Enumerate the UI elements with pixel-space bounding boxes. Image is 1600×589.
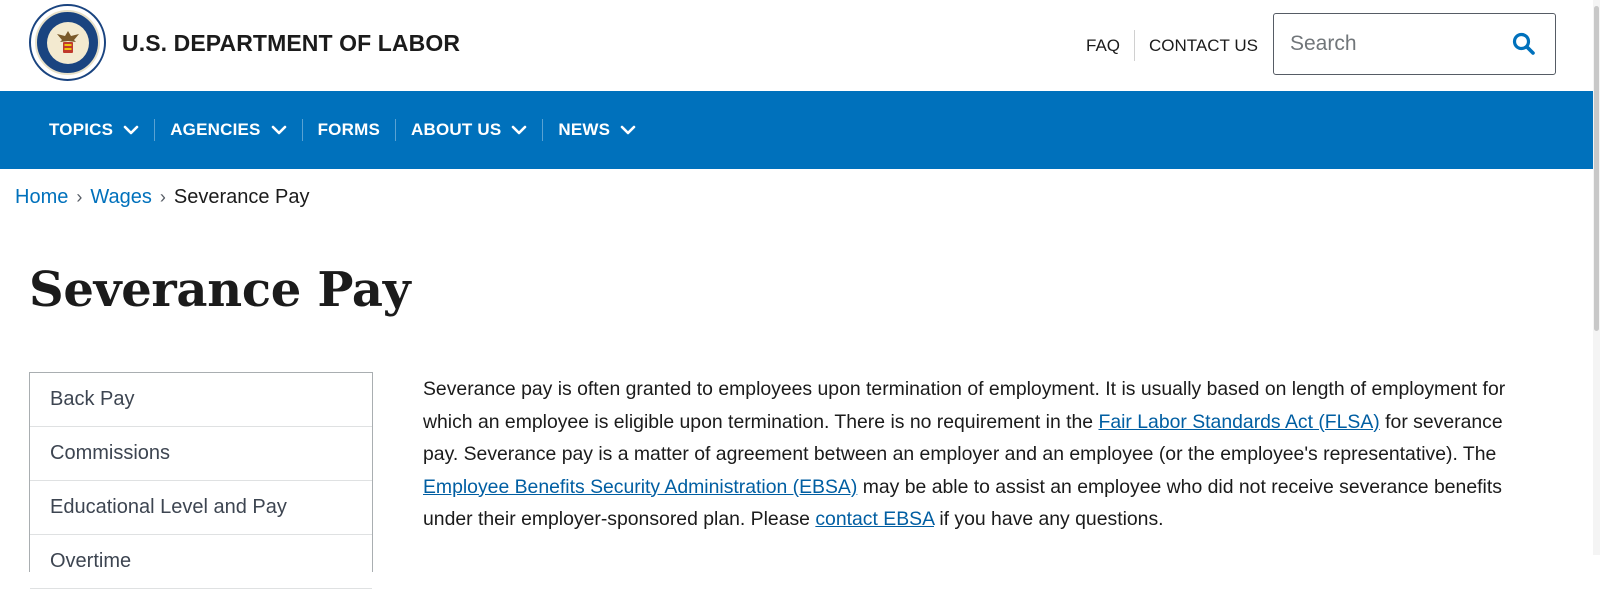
dol-seal-icon[interactable] xyxy=(29,4,106,81)
breadcrumb-separator: › xyxy=(76,187,83,207)
page-scrollbar[interactable] xyxy=(1593,0,1600,555)
nav-topics-label: TOPICS xyxy=(49,120,114,139)
text-segment: Severance pay is often granted to employees upon termination of employment. It is usually based on length of employment for which an employee is eligible upon termination. There is no requirement in the xyxy=(423,378,1506,433)
nav-about-us-label: ABOUT US xyxy=(410,120,502,139)
sidebar-item-commissions[interactable]: Commissions xyxy=(30,427,372,481)
contact-ebsa-link[interactable]: contact EBSA xyxy=(815,508,934,530)
nav-about-us[interactable] xyxy=(396,91,542,169)
text-segment: if you have any questions. xyxy=(933,508,1164,530)
site-header xyxy=(0,0,1593,91)
page-title: Severance Pay xyxy=(29,262,411,318)
text-segment: for severance pay. Severance pay is a matter of agreement between an employer and an employee (or the employee's representative). The xyxy=(423,410,1503,465)
flsa-link[interactable]: Fair Labor Standards Act (FLSA) xyxy=(1098,410,1380,433)
seal-center xyxy=(47,22,89,64)
search-box xyxy=(1273,13,1556,75)
eagle-icon xyxy=(52,27,84,59)
sidebar-item-back-pay[interactable]: Back Pay xyxy=(30,373,372,427)
breadcrumb-wages[interactable]: Wages xyxy=(90,186,152,208)
breadcrumb-home[interactable]: Home xyxy=(15,186,69,208)
nav-news-label: NEWS xyxy=(558,120,611,139)
ebsa-link[interactable]: Employee Benefits Security Administration (EBSA) xyxy=(423,475,858,498)
sidebar-item-educational-level[interactable]: Educational Level and Pay xyxy=(30,481,372,535)
breadcrumb-separator: › xyxy=(159,187,166,207)
chevron-down-icon xyxy=(620,125,636,135)
utility-links xyxy=(1070,30,1272,61)
chevron-down-icon xyxy=(123,125,139,135)
text-segment: may be able to assist an employee who did not receive severance benefits under their employer-sponsored plan. Please xyxy=(423,475,1502,530)
nav-topics[interactable] xyxy=(34,91,154,169)
agency-name[interactable]: U.S. DEPARTMENT OF LABOR xyxy=(122,30,461,56)
scrollbar-thumb[interactable] xyxy=(1594,6,1599,331)
nav-forms-label: FORMS xyxy=(317,120,380,139)
chevron-down-icon xyxy=(511,125,527,135)
main-nav xyxy=(0,91,1593,169)
nav-agencies-label: AGENCIES xyxy=(170,120,261,139)
nav-agencies[interactable] xyxy=(155,91,301,169)
intro-paragraph xyxy=(423,373,1543,536)
search-input[interactable] xyxy=(1274,31,1494,57)
breadcrumb xyxy=(15,186,310,209)
nav-forms[interactable] xyxy=(303,91,395,169)
search-icon[interactable] xyxy=(1511,31,1537,57)
nav-news[interactable] xyxy=(543,91,651,169)
contact-us-link[interactable]: CONTACT US xyxy=(1149,35,1258,55)
seal-ring xyxy=(35,10,100,75)
side-navigation xyxy=(29,372,373,572)
sidebar-item-overtime[interactable]: Overtime xyxy=(30,535,372,589)
faq-link[interactable]: FAQ xyxy=(1086,35,1121,55)
chevron-down-icon xyxy=(271,125,287,135)
breadcrumb-current: Severance Pay xyxy=(173,186,310,208)
